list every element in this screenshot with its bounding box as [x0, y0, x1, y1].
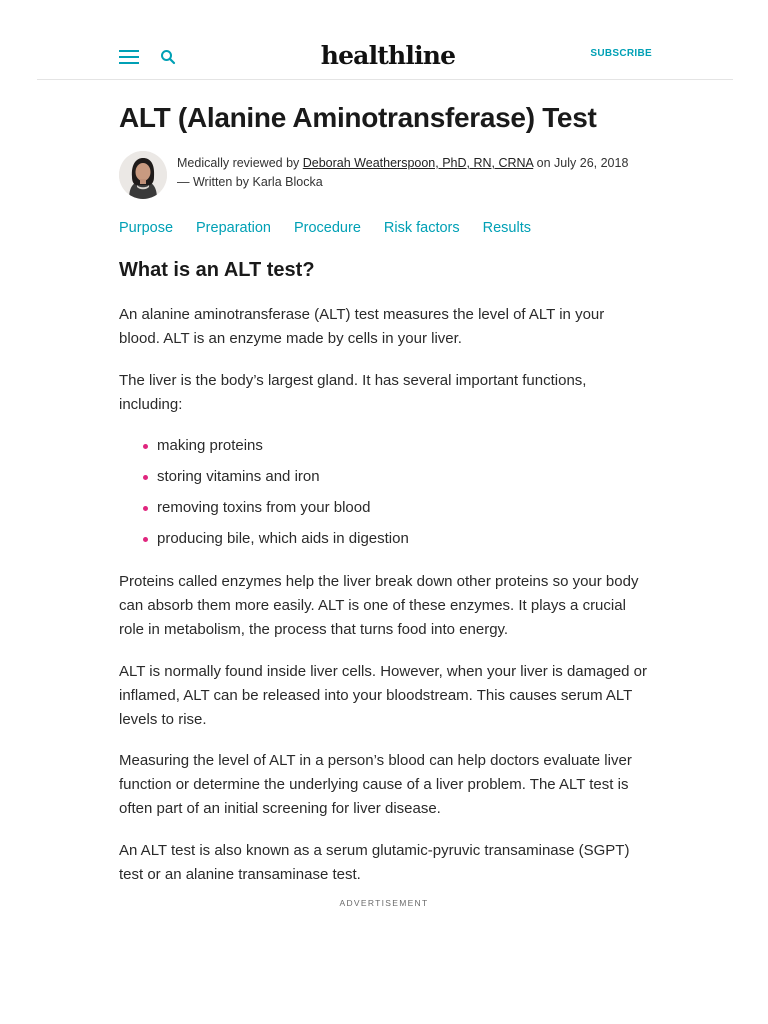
nav-results[interactable]: Results	[482, 220, 531, 236]
list-item-text: storing vitamins and iron	[157, 468, 320, 485]
paragraph: Proteins called enzymes help the liver break down other proteins so your body can absorb them more easily. ALT is one of these enzymes. It plays a crucial role in metabolism, the process that turns food into energy.	[119, 573, 639, 638]
byline	[119, 151, 649, 199]
paragraph: An ALT test is also known as a serum glutamic-pyruvic transaminase (SGPT) test or an alanine transaminase test.	[119, 842, 630, 883]
header-divider	[37, 79, 733, 80]
nav-purpose[interactable]: Purpose	[119, 220, 174, 236]
site-header	[0, 0, 768, 80]
reviewer-link[interactable]: Deborah Weatherspoon, PhD, RN, CRNA	[302, 156, 534, 170]
paragraph: Measuring the level of ALT in a person’s blood can help doctors evaluate liver function or determine the underlying cause of a liver problem. The ALT test is often part of an initial screening for liver disease.	[119, 752, 632, 817]
nav-procedure[interactable]: Procedure	[293, 220, 361, 236]
bullet-icon	[143, 444, 148, 449]
byline-date: on July 26, 2018 — Written by Karla Blocka	[177, 156, 629, 189]
menu-icon[interactable]	[119, 50, 139, 64]
list-item	[142, 465, 642, 496]
functions-list	[142, 434, 642, 558]
article-title: ALT (Alanine Aminotransferase) Test	[119, 102, 597, 133]
nav-preparation[interactable]: Preparation	[196, 220, 271, 236]
reviewer-avatar	[119, 151, 167, 199]
nav-risk-factors[interactable]: Risk factors	[383, 220, 460, 236]
bullet-icon	[143, 537, 148, 542]
subscribe-link[interactable]: SUBSCRIBE	[590, 48, 652, 59]
list-item-text: removing toxins from your blood	[157, 499, 371, 516]
bullet-icon	[143, 475, 148, 480]
list-item	[142, 434, 642, 465]
list-item-text: making proteins	[157, 437, 263, 454]
paragraph: An alanine aminotransferase (ALT) test measures the level of ALT in your blood. ALT is an enzyme made by cells in your liver.	[119, 306, 605, 347]
byline-prefix: Medically reviewed by	[177, 156, 303, 170]
search-icon[interactable]	[160, 49, 176, 65]
section-nav	[119, 218, 554, 238]
bullet-icon	[143, 506, 148, 511]
site-logo[interactable]: healthline	[320, 41, 456, 70]
list-item	[142, 496, 642, 527]
advertisement-label: ADVERTISEMENT	[339, 898, 429, 908]
paragraph: The liver is the body’s largest gland. It has several important functions, including:	[119, 372, 587, 413]
byline-text	[177, 154, 637, 192]
section-heading: What is an ALT test?	[119, 259, 315, 281]
list-item-text: producing bile, which aids in digestion	[157, 530, 409, 547]
paragraph: ALT is normally found inside liver cells. However, when your liver is damaged or inflamed, ALT can be released into your bloodstream. This causes serum ALT levels to rise.	[119, 663, 648, 728]
list-item	[142, 527, 642, 558]
